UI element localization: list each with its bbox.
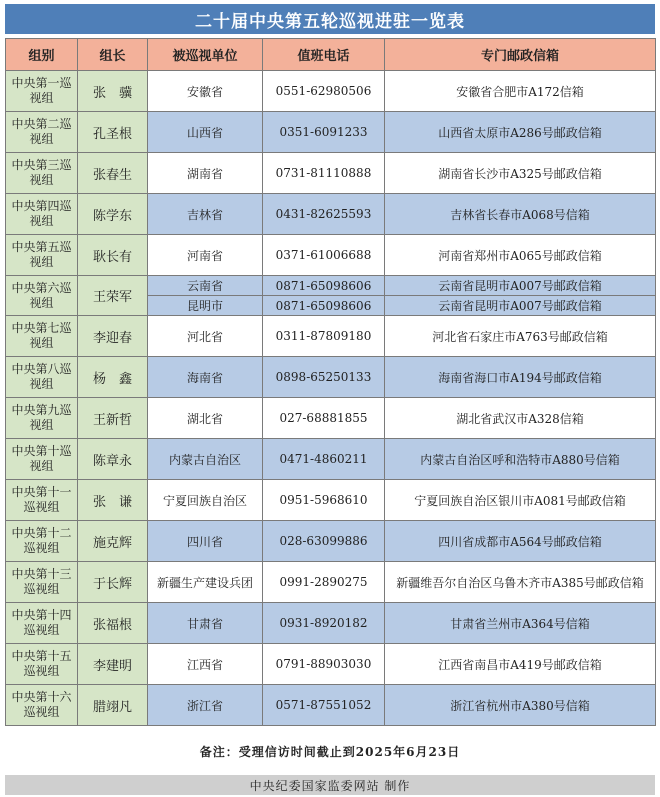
- table-row: [6, 562, 656, 603]
- group-cell: 中央第八巡视组: [6, 357, 78, 398]
- group-cell: 中央第九巡视组: [6, 398, 78, 439]
- table-row: [6, 276, 656, 296]
- mailbox-cell: 四川省成都市A564号邮政信箱: [385, 521, 656, 562]
- mailbox-cell: 山西省太原市A286号邮政信箱: [385, 112, 656, 153]
- leader-cell: 李建明: [78, 644, 148, 685]
- unit-cell: 昆明市: [148, 296, 263, 316]
- header-leader: 组长: [78, 39, 148, 71]
- phone-cell: 0731-81110888: [263, 153, 385, 194]
- header-group: 组别: [6, 39, 78, 71]
- header-row: [6, 39, 656, 71]
- group-cell: 中央第十二巡视组: [6, 521, 78, 562]
- table-row: [6, 603, 656, 644]
- unit-cell: 新疆生产建设兵团: [148, 562, 263, 603]
- phone-cell: 0898-65250133: [263, 357, 385, 398]
- inspection-table: [5, 38, 656, 726]
- group-cell: 中央第十一巡视组: [6, 480, 78, 521]
- phone-cell: 0571-87551052: [263, 685, 385, 726]
- group-cell: 中央第六巡视组: [6, 276, 78, 316]
- table-row: [6, 398, 656, 439]
- phone-cell: 0431-82625593: [263, 194, 385, 235]
- table-row: [6, 71, 656, 112]
- table-row: [6, 439, 656, 480]
- mailbox-cell: 江西省南昌市A419号邮政信箱: [385, 644, 656, 685]
- leader-cell: 张 骥: [78, 71, 148, 112]
- phone-cell: 0471-4860211: [263, 439, 385, 480]
- unit-cell: 河北省: [148, 316, 263, 357]
- unit-cell: 海南省: [148, 357, 263, 398]
- phone-cell: 0351-6091233: [263, 112, 385, 153]
- leader-cell: 陈学东: [78, 194, 148, 235]
- group-cell: 中央第三巡视组: [6, 153, 78, 194]
- table-row: [6, 235, 656, 276]
- table-row: [6, 521, 656, 562]
- unit-cell: 四川省: [148, 521, 263, 562]
- leader-cell: 施克辉: [78, 521, 148, 562]
- mailbox-cell: 浙江省杭州市A380号信箱: [385, 685, 656, 726]
- mailbox-cell: 河北省石家庄市A763号邮政信箱: [385, 316, 656, 357]
- table-row: [6, 357, 656, 398]
- table-row: [6, 644, 656, 685]
- leader-cell: 陈章永: [78, 439, 148, 480]
- mailbox-cell: 宁夏回族自治区银川市A081号邮政信箱: [385, 480, 656, 521]
- note: 备注：受理信访时间截止到2025年6月23日: [199, 744, 461, 759]
- unit-cell: 湖南省: [148, 153, 263, 194]
- leader-cell: 张春生: [78, 153, 148, 194]
- phone-cell: 0551-62980506: [263, 71, 385, 112]
- leader-cell: 张福根: [78, 603, 148, 644]
- footer-credit: 中央纪委国家监委网站 制作: [5, 775, 655, 795]
- table-row: [6, 153, 656, 194]
- phone-cell: 027-68881855: [263, 398, 385, 439]
- table-row: [6, 480, 656, 521]
- phone-cell: 0991-2890275: [263, 562, 385, 603]
- leader-cell: 李迎春: [78, 316, 148, 357]
- phone-cell: 0311-87809180: [263, 316, 385, 357]
- phone-cell: 0871-65098606: [263, 296, 385, 316]
- group-cell: 中央第十六巡视组: [6, 685, 78, 726]
- leader-cell: 张 谦: [78, 480, 148, 521]
- mailbox-cell: 新疆维吾尔自治区乌鲁木齐市A385号邮政信箱: [385, 562, 656, 603]
- header-unit: 被巡视单位: [148, 39, 263, 71]
- table-row: [6, 112, 656, 153]
- mailbox-cell: 云南省昆明市A007号邮政信箱: [385, 276, 656, 296]
- table-row: [6, 316, 656, 357]
- unit-cell: 甘肃省: [148, 603, 263, 644]
- mailbox-cell: 安徽省合肥市A172信箱: [385, 71, 656, 112]
- group-cell: 中央第二巡视组: [6, 112, 78, 153]
- mailbox-cell: 河南省郑州市A065号邮政信箱: [385, 235, 656, 276]
- leader-cell: 腊翊凡: [78, 685, 148, 726]
- group-cell: 中央第十三巡视组: [6, 562, 78, 603]
- unit-cell: 内蒙古自治区: [148, 439, 263, 480]
- unit-cell: 湖北省: [148, 398, 263, 439]
- leader-cell: 孔圣根: [78, 112, 148, 153]
- mailbox-cell: 湖南省长沙市A325号邮政信箱: [385, 153, 656, 194]
- group-cell: 中央第四巡视组: [6, 194, 78, 235]
- phone-cell: 0871-65098606: [263, 276, 385, 296]
- mailbox-cell: 云南省昆明市A007号邮政信箱: [385, 296, 656, 316]
- phone-cell: 0931-8920182: [263, 603, 385, 644]
- unit-cell: 云南省: [148, 276, 263, 296]
- mailbox-cell: 湖北省武汉市A328信箱: [385, 398, 656, 439]
- group-cell: 中央第十四巡视组: [6, 603, 78, 644]
- phone-cell: 0371-61006688: [263, 235, 385, 276]
- leader-cell: 于长辉: [78, 562, 148, 603]
- mailbox-cell: 吉林省长春市A068号信箱: [385, 194, 656, 235]
- mailbox-cell: 甘肃省兰州市A364号信箱: [385, 603, 656, 644]
- group-cell: 中央第十五巡视组: [6, 644, 78, 685]
- group-cell: 中央第一巡视组: [6, 71, 78, 112]
- unit-cell: 山西省: [148, 112, 263, 153]
- group-cell: 中央第七巡视组: [6, 316, 78, 357]
- group-cell: 中央第五巡视组: [6, 235, 78, 276]
- mailbox-cell: 海南省海口市A194号邮政信箱: [385, 357, 656, 398]
- unit-cell: 宁夏回族自治区: [148, 480, 263, 521]
- table-body: [6, 71, 656, 726]
- leader-cell: 耿长有: [78, 235, 148, 276]
- phone-cell: 028-63099886: [263, 521, 385, 562]
- group-cell: 中央第十巡视组: [6, 439, 78, 480]
- unit-cell: 江西省: [148, 644, 263, 685]
- table-row: [6, 194, 656, 235]
- leader-cell: 王新哲: [78, 398, 148, 439]
- leader-cell: 杨 鑫: [78, 357, 148, 398]
- unit-cell: 吉林省: [148, 194, 263, 235]
- phone-cell: 0791-88903030: [263, 644, 385, 685]
- header-mailbox: 专门邮政信箱: [385, 39, 656, 71]
- unit-cell: 安徽省: [148, 71, 263, 112]
- unit-cell: 河南省: [148, 235, 263, 276]
- phone-cell: 0951-5968610: [263, 480, 385, 521]
- table-title: 二十届中央第五轮巡视进驻一览表: [5, 4, 655, 34]
- table-row: [6, 685, 656, 726]
- unit-cell: 浙江省: [148, 685, 263, 726]
- leader-cell: 王荣军: [78, 276, 148, 316]
- mailbox-cell: 内蒙古自治区呼和浩特市A880号信箱: [385, 439, 656, 480]
- header-phone: 值班电话: [263, 39, 385, 71]
